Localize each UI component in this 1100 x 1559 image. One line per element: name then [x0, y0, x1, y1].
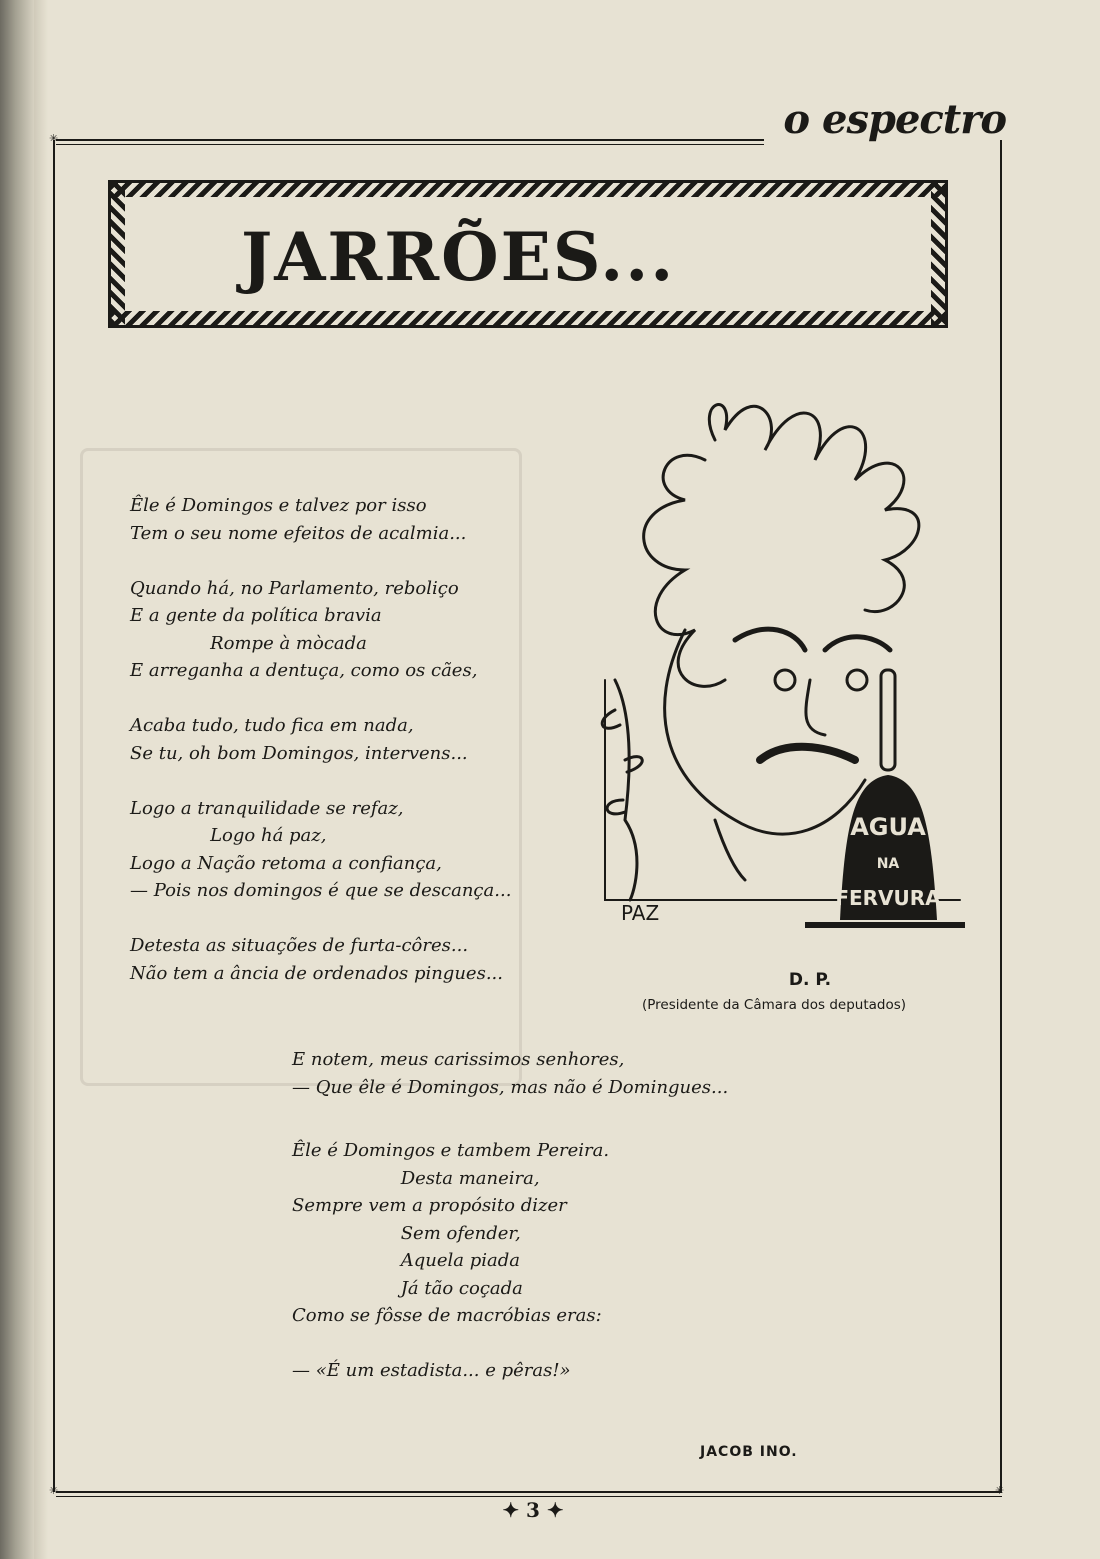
- corner-ornament-icon: ✳: [49, 1484, 59, 1497]
- poem-stanza-middle: [292, 1046, 728, 1101]
- poem-line: E notem, meus carissimos senhores,: [292, 1049, 625, 1070]
- moustache: [760, 747, 855, 760]
- face-outline: [665, 630, 865, 834]
- caption-initials: D. P.: [788, 970, 832, 990]
- poem-line: Como se fôsse de macróbias eras:: [292, 1305, 602, 1326]
- hair-curls-left: [644, 455, 725, 686]
- poem-line: E a gente da política bravia: [130, 605, 382, 626]
- poem-line: Logo a Nação retoma a confiança,: [130, 852, 442, 874]
- poem-line: Se tu, oh bom Domingos, intervens...: [130, 742, 468, 764]
- poem-line: Detesta as situações de furta-côres...: [130, 935, 469, 956]
- poem-line: — «É um estadista... e pêras!»: [292, 1360, 571, 1381]
- border-rule-bottom-thin: [56, 1496, 1002, 1497]
- poem-line: — Que êle é Domingos, mas não é Domingues...: [292, 1076, 729, 1098]
- poem-line: Sem ofender,: [292, 1222, 521, 1244]
- author-signature: JACOB INO.: [700, 1444, 798, 1460]
- frame-pattern: [111, 311, 945, 325]
- poem-line: [130, 547, 511, 575]
- poem-line: Êle é Domingos e talvez por isso: [130, 495, 427, 516]
- bell-label-2: NA: [876, 856, 900, 872]
- border-rule-top: [56, 139, 764, 141]
- poem-line: Rompe à mòcada: [130, 632, 367, 654]
- border-rule-left: [53, 140, 55, 1492]
- poem-line: Acaba tudo, tudo fica em nada,: [130, 715, 414, 736]
- poem-line: Logo a tranquilidade se refaz,: [130, 797, 404, 819]
- frame-pattern: [111, 183, 945, 197]
- poem-line: E arreganha a dentuça, como os cães,: [130, 660, 478, 681]
- poem-line: Já tão coçada: [292, 1277, 523, 1299]
- border-rule-bottom: [56, 1491, 1002, 1493]
- page-edge: [34, 0, 48, 1559]
- hair-curls: [709, 405, 919, 612]
- poem-line: [130, 905, 511, 933]
- jaw: [715, 820, 745, 880]
- poem-line: [292, 1330, 609, 1358]
- nose: [806, 680, 825, 735]
- poem-line: Êle é Domingos e tambem Pereira.: [292, 1140, 610, 1161]
- poem-line: Não tem a ância de ordenados pingues...: [130, 962, 503, 984]
- artist-signature: PAZ: [621, 901, 660, 925]
- corner-ornament-icon: ✳: [49, 132, 59, 145]
- olive-branch: [615, 680, 637, 900]
- page-title: JARRÕES...: [241, 218, 676, 296]
- poem-stanza-bottom: [292, 1137, 609, 1385]
- poem-line: Desta maneira,: [292, 1167, 540, 1189]
- poem-line: Quando há, no Parlamento, reboliço: [130, 577, 459, 599]
- frame-pattern: [111, 183, 125, 325]
- masthead: o espectro: [783, 96, 1006, 143]
- border-rule-top-thin: [56, 144, 764, 145]
- bell-label-1: AGUA: [850, 813, 926, 841]
- border-rule-right: [1000, 140, 1002, 1492]
- caption-subtitle: (Presidente da Câmara dos deputados): [641, 997, 907, 1013]
- page-number: ✦ 3 ✦: [502, 1498, 564, 1522]
- poem-line: Sempre vem a propósito dizer: [292, 1195, 567, 1216]
- bell-label-3: FERVURA: [835, 886, 941, 910]
- book-spine-shadow: [0, 0, 34, 1559]
- poem-line: [130, 685, 511, 713]
- title-frame: [108, 180, 948, 328]
- poem-line: Aquela piada: [292, 1250, 520, 1271]
- poem-stanzas-left: [130, 492, 511, 987]
- poem-line: Tem o seu nome efeitos de acalmia...: [130, 522, 467, 544]
- poem-line: [130, 767, 511, 795]
- frame-pattern: [931, 183, 945, 325]
- caricature-illustration: [585, 380, 965, 950]
- poem-line: — Pois nos domingos é que se descança...: [130, 880, 512, 901]
- poem-line: Logo há paz,: [130, 825, 327, 846]
- corner-ornament-icon: ✳: [995, 1484, 1005, 1497]
